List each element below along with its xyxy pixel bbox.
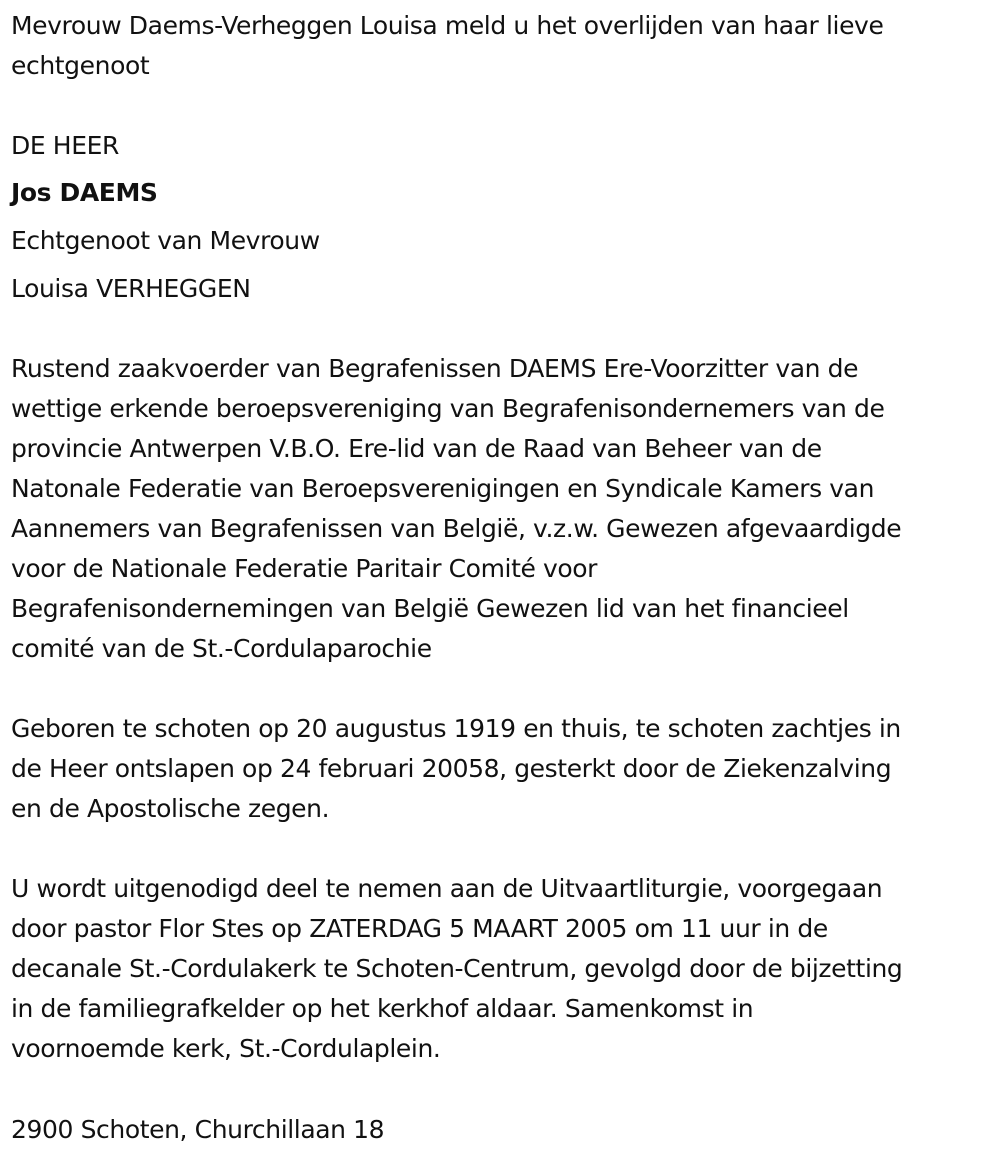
spouse-line-1: Echtgenoot van Mevrouw <box>11 226 320 255</box>
honorific-title: DE HEER <box>11 131 119 160</box>
biography-paragraph: Rustend zaakvoerder van Begrafenissen DAEMS Ere-Voorzitter van de wettige erkende beroepsvereniging van Begrafenisondernemers van de provincie Antwerpen V.B.O. Ere-lid van de Raad van Beheer van de Natonale Federatie van Beroepsverenigingen en Syndicale Kamers van Aannemers van Begrafenissen van België, v.z.w. Gewezen afgevaardigde voor de Nationale Federatie Paritair Comité voor Begrafenisondernemingen van België Gewezen lid van het financieel comité van de St.-Cordulaparochie <box>11 354 902 663</box>
funeral-invitation-paragraph: U wordt uitgenodigd deel te nemen aan de Uitvaartliturgie, voorgegaan door pastor Flor Stes op ZATERDAG 5 MAART 2005 om 11 uur in de decanale St.-Cordulakerk te Schoten-Centrum, gevolgd door de bijzetting in de familiegrafkelder op het kerkhof aldaar. Samenkomst in voornoemde kerk, St.-Cordulaplein. <box>11 874 903 1063</box>
intro-paragraph: Mevrouw Daems-Verheggen Louisa meld u het overlijden van haar lieve echtgenoot <box>11 11 884 80</box>
birth-death-paragraph: Geboren te schoten op 20 augustus 1919 en thuis, te schoten zachtjes in de Heer ontslapen op 24 februari 20058, gesterkt door de Ziekenzalving en de Apostolische zegen. <box>11 714 901 823</box>
deceased-name: Jos DAEMS <box>11 178 158 207</box>
spouse-line-2: Louisa VERHEGGEN <box>11 274 251 303</box>
family-address: 2900 Schoten, Churchillaan 18 <box>11 1115 385 1144</box>
